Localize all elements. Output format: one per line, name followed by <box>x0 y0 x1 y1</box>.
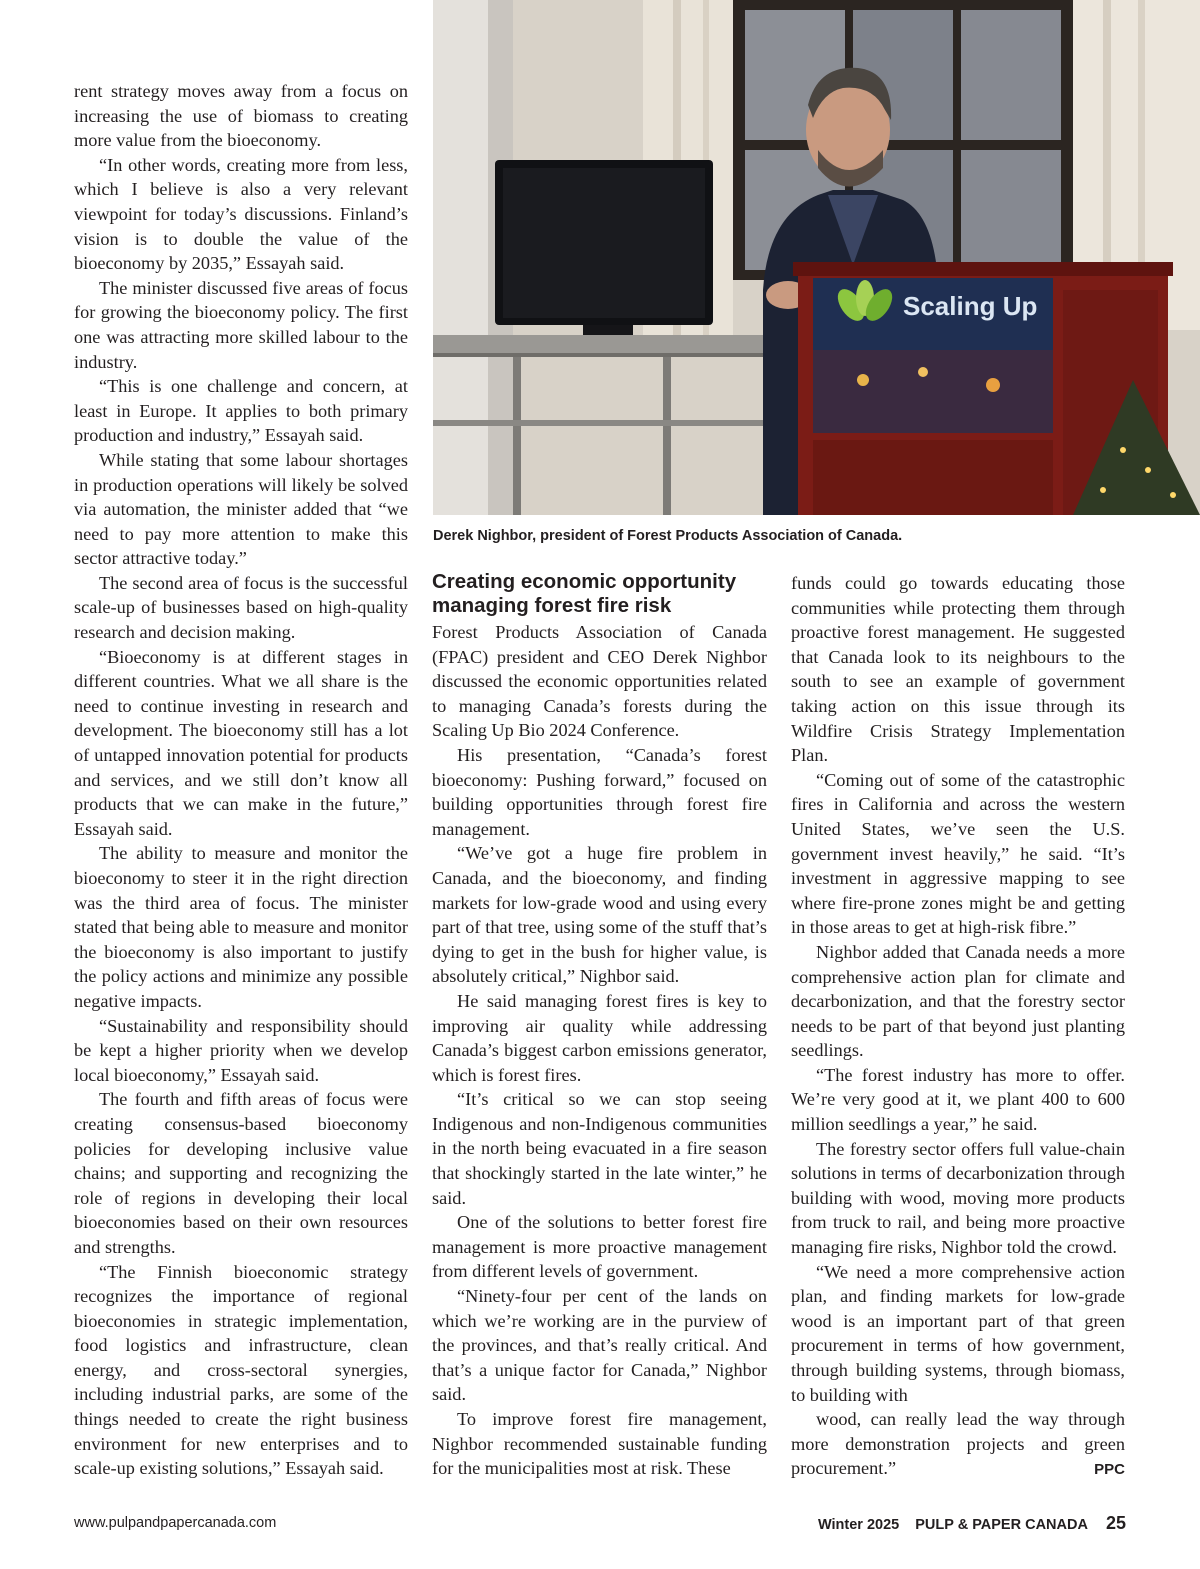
section-headline: Creating economic opportunity managing forest fire risk <box>432 570 737 617</box>
paragraph: “The forest industry has more to offer. We’re very good at it, we plant 400 to 600 million seedlings a year,” he said. <box>791 1064 1125 1135</box>
paragraph: He said managing forest fires is key to improving air quality while addressing Canada’s biggest carbon emissions generator, which is forest fires. <box>432 990 767 1085</box>
paragraph: “Bioeconomy is at different stages in different countries. What we all share is the need to continue investing in research and development. The bioeconomy still has a lot of untapped innovation potential for products and services, and we still don’t know all products that we can make in the future,” Essayah said. <box>74 646 408 839</box>
paragraph <box>791 1407 1125 1481</box>
paragraph: The fourth and fifth areas of focus were creating consensus-based bioeconomy policies for developing inclusive value chains; and supporting and recognizing the role of regions in developing their local bioeconomies based on their own resources and strengths. <box>74 1089 408 1257</box>
paragraph: “It’s critical so we can stop seeing Indigenous and non-Indigenous communities in the north being evacuated in a fire season that shockingly started in the late winter,” he said. <box>432 1089 767 1208</box>
paragraph-text: wood, can really lead the way through more demonstration projects and green procurement.” <box>791 1409 1125 1479</box>
article-column-1 <box>74 79 408 1481</box>
paragraph: The forestry sector offers full value-chain solutions in terms of decarbonization through building with wood, moving more products from truck to rail, and being more proactive managing fire risks, Nighbor told the crowd. <box>791 1138 1125 1258</box>
article-column-2 <box>432 570 767 1481</box>
paragraph: To improve forest fire management, Nighbor recommended sustainable funding for the municipalities most at risk. These <box>432 1409 767 1479</box>
paragraph: rent strategy moves away from a focus on increasing the use of biomass to creating more value from the bioeconomy. <box>74 81 408 151</box>
photo-caption: Derek Nighbor, president of Forest Products Association of Canada. <box>433 528 903 544</box>
paragraph: “The Finnish bioeconomic strategy recognizes the importance of regional bioeconomies in strategic implementation, food logistics and infrastructure, clean energy, and cross-sectoral synergies, including industrial parks, are some of the things needed to create the right business environment for new enterprises and to scale-up existing solutions,” Essayah said. <box>74 1261 408 1479</box>
page-number: 25 <box>1105 1513 1126 1533</box>
article-column-3 <box>791 571 1125 1483</box>
paragraph: One of the solutions to better forest fire management is more proactive management from different levels of government. <box>432 1212 767 1282</box>
paragraph: “We need a more comprehensive action plan, and finding markets for low-grade wood is an important part of that green procurement in terms of how government, through building systems, through biomass, to building with <box>791 1261 1125 1405</box>
paragraph: funds could go towards educating those communities while protecting them through proactive forest management. He suggested that Canada look to its neighbours to the south to see an example of government taking action on this issue through its Wildfire Crisis Strategy Implementation Plan. <box>791 573 1125 766</box>
paragraph: His presentation, “Canada’s forest bioeconomy: Pushing forward,” focused on building opportunities through forest fire management. <box>432 744 767 839</box>
paragraph: “We’ve got a huge fire problem in Canada, and the bioeconomy, and finding markets for low-grade wood and using every part of that tree, using some of the stuff that’s dying to get in the bush for higher value, is absolutely critical,” Nighbor said. <box>432 843 767 987</box>
paragraph: While stating that some labour shortages in production operations will likely be solved via automation, the minister added that “we need to pay more attention to make this sector attractive today.” <box>74 449 408 569</box>
paragraph: The second area of focus is the successful scale-up of businesses based on high-quality research and decision making. <box>74 572 408 643</box>
paragraph: “In other words, creating more from less, which I believe is also a very relevant viewpoint for today’s discussions. Finland’s vision is to double the value of the bioeconomy by 2035,” Essayah said. <box>74 154 408 274</box>
paragraph: The minister discussed five areas of focus for growing the bioeconomy policy. The first one was attracting more skilled labour to the industry. <box>74 277 408 372</box>
paragraph: Nighbor added that Canada needs a more comprehensive action plan for climate and decarbonization, and that the forestry sector needs to be part of that beyond just planting seedlings. <box>791 941 1125 1061</box>
publication-signoff: PPC <box>1094 1461 1125 1479</box>
paragraph: “Ninety-four per cent of the lands on which we’re working are in the purview of the provinces, and that’s really critical. And that’s a unique factor for Canada,” Nighbor said. <box>432 1286 767 1405</box>
issue-date: Winter 2025 <box>817 1517 900 1533</box>
page-footer <box>74 1513 1126 1537</box>
website-url[interactable]: www.pulpandpapercanada.com <box>74 1515 277 1531</box>
footer-right <box>818 1513 1126 1534</box>
paragraph: “Sustainability and responsibility should be kept a higher priority when we develop local bioeconomy,” Essayah said. <box>74 1015 408 1085</box>
paragraph: “Coming out of some of the catastrophic fires in California and across the western United States, we’ve seen the U.S. government invest heavily,” he said. “It’s investment in aggressive mapping to see where fire-prone zones might be and getting in those areas to get at high-risk fibre.” <box>791 769 1125 938</box>
podium-sign-text: Scaling Up <box>903 291 1038 321</box>
speaker-photo <box>433 0 1200 515</box>
magazine-name: PULP & PAPER CANADA <box>915 1517 1088 1533</box>
paragraph: Forest Products Association of Canada (FPAC) president and CEO Derek Nighbor discussed the economic opportunities related to managing Canada’s forests during the Scaling Up Bio 2024 Conference. <box>432 622 767 741</box>
paragraph: “This is one challenge and concern, at least in Europe. It applies to both primary production and industry,” Essayah said. <box>74 376 408 446</box>
paragraph: The ability to measure and monitor the bioeconomy to steer it in the right direction was the third area of focus. The minister stated that being able to measure and monitor the bioeconomy is also important to justify the policy actions and minimize any possible negative impacts. <box>74 843 408 1011</box>
